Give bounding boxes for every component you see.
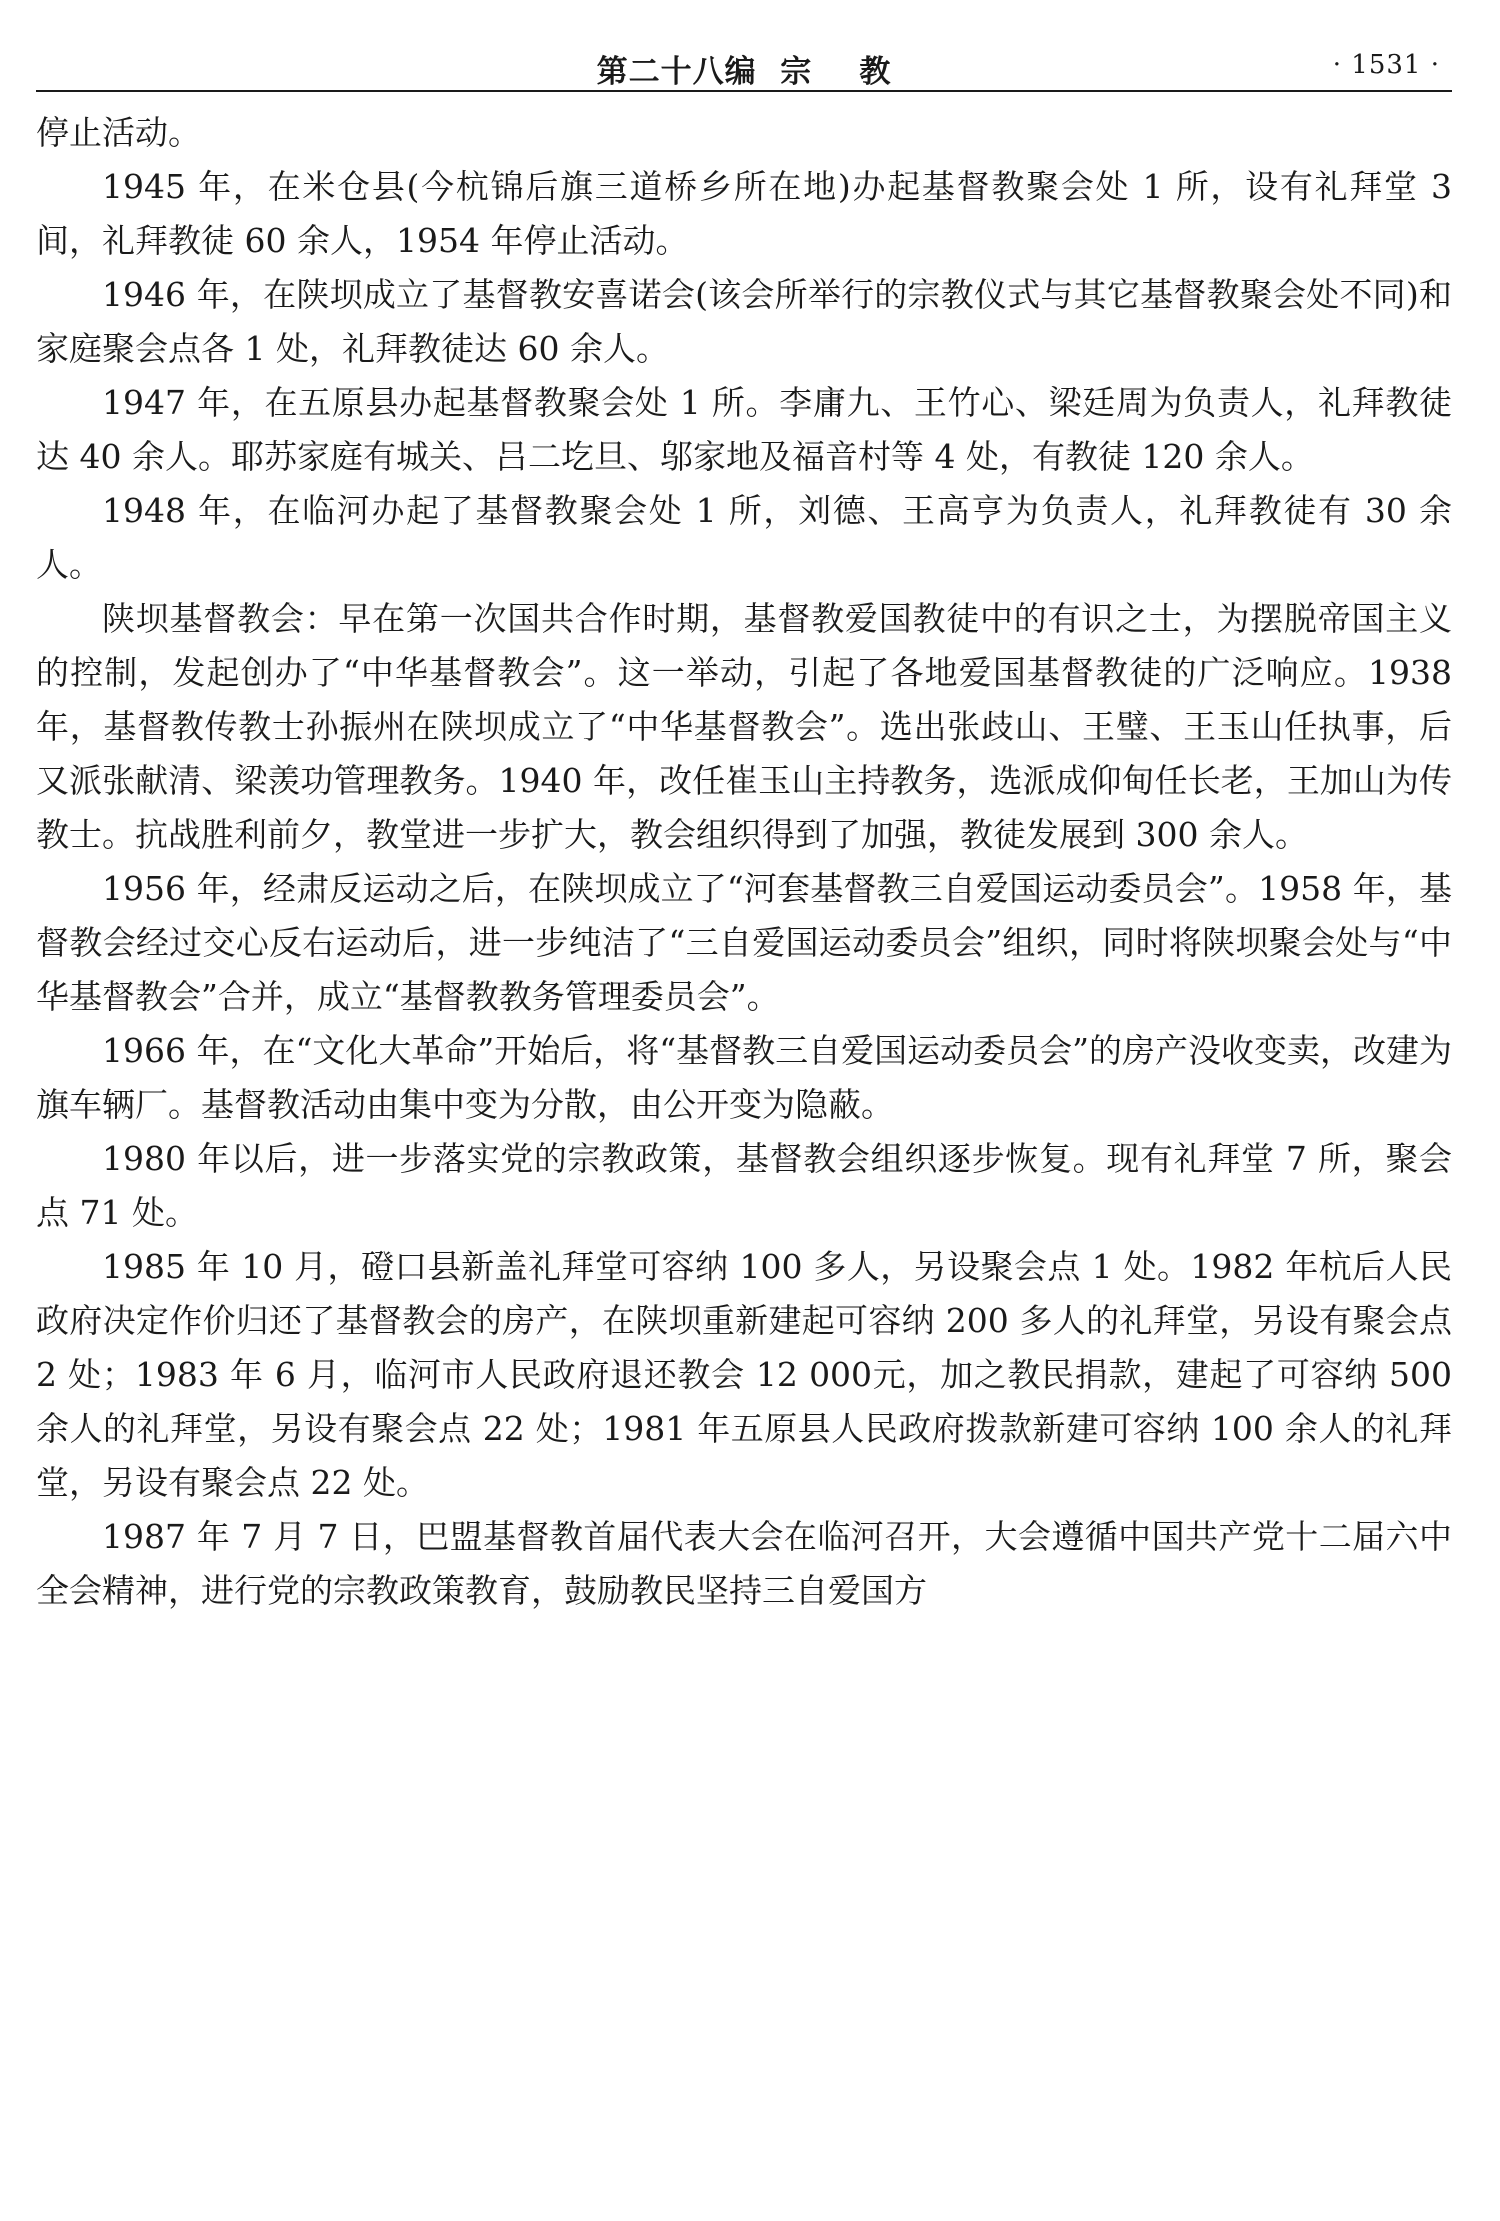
paragraph: 1945 年，在米仓县(今杭锦后旗三道桥乡所在地)办起基督教聚会处 1 所，设有礼拜堂 3 间，礼拜教徒 60 余人，1954 年停止活动。 — [36, 167, 1452, 260]
paragraph: 1980 年以后，进一步落实党的宗教政策，基督教会组织逐步恢复。现有礼拜堂 7 所，聚会点 71 处。 — [36, 1139, 1452, 1232]
paragraph: 1987 年 7 月 7 日，巴盟基督教首届代表大会在临河召开，大会遵循中国共产党十二届六中全会精神，进行党的宗教政策教育，鼓励教民坚持三自爱国方 — [36, 1517, 1452, 1610]
paragraph: 1956 年，经肃反运动之后，在陕坝成立了“河套基督教三自爱国运动委员会”。1958 年，基督教会经过交心反右运动后，进一步纯洁了“三自爱国运动委员会”组织，同时将陕坝聚会处与“中华基督教会”合并，成立“基督教教务管理委员会”。 — [36, 869, 1452, 1016]
paragraph: 1947 年，在五原县办起基督教聚会处 1 所。李庸九、王竹心、梁廷周为负责人，礼拜教徒达 40 余人。耶苏家庭有城关、吕二圪旦、邬家地及福音村等 4 处，有教徒 120 余人。 — [36, 383, 1452, 476]
paragraph: 1946 年，在陕坝成立了基督教安喜诺会(该会所举行的宗教仪式与其它基督教聚会处不同)和家庭聚会点各 1 处，礼拜教徒达 60 余人。 — [36, 275, 1452, 368]
paragraph: 1985 年 10 月，磴口县新盖礼拜堂可容纳 100 多人，另设聚会点 1 处。1982 年杭后人民政府决定作价归还了基督教会的房产，在陕坝重新建起可容纳 200 多人的礼拜堂，另设有聚会点 2 处；1983 年 6 月，临河市人民政府退还教会 12 000元，加之教民捐款，建起了可容纳 500 余人的礼拜堂，另设有聚会点 22 处；1981 年五原县人民政府拨款新建可容纳 100 余人的礼拜堂，另设有聚会点 22 处。 — [36, 1247, 1452, 1502]
page-header — [36, 38, 1452, 92]
paragraph: 停止活动。 — [36, 113, 201, 152]
chapter-title: 第二十八编 宗 教 — [596, 54, 892, 90]
paragraph: 1966 年，在“文化大革命”开始后，将“基督教三自爱国运动委员会”的房产没收变卖，改建为旗车辆厂。基督教活动由集中变为分散，由公开变为隐蔽。 — [36, 1031, 1452, 1124]
body-text — [36, 106, 1452, 1618]
page-number: · 1531 · — [1332, 50, 1440, 80]
paragraph: 1948 年，在临河办起了基督教聚会处 1 所，刘德、王高亨为负责人，礼拜教徒有 30 余人。 — [36, 491, 1452, 584]
paragraph: 陕坝基督教会：早在第一次国共合作时期，基督教爱国教徒中的有识之士，为摆脱帝国主义的控制，发起创办了“中华基督教会”。这一举动，引起了各地爱国基督教徒的广泛响应。1938 年，基督教传教士孙振州在陕坝成立了“中华基督教会”。选出张歧山、王璧、王玉山任执事，后又派张献清、梁羡功管理教务。1940 年，改任崔玉山主持教务，选派成仰甸任长老，王加山为传教士。抗战胜利前夕，教堂进一步扩大，教会组织得到了加强，教徒发展到 300 余人。 — [36, 599, 1452, 854]
